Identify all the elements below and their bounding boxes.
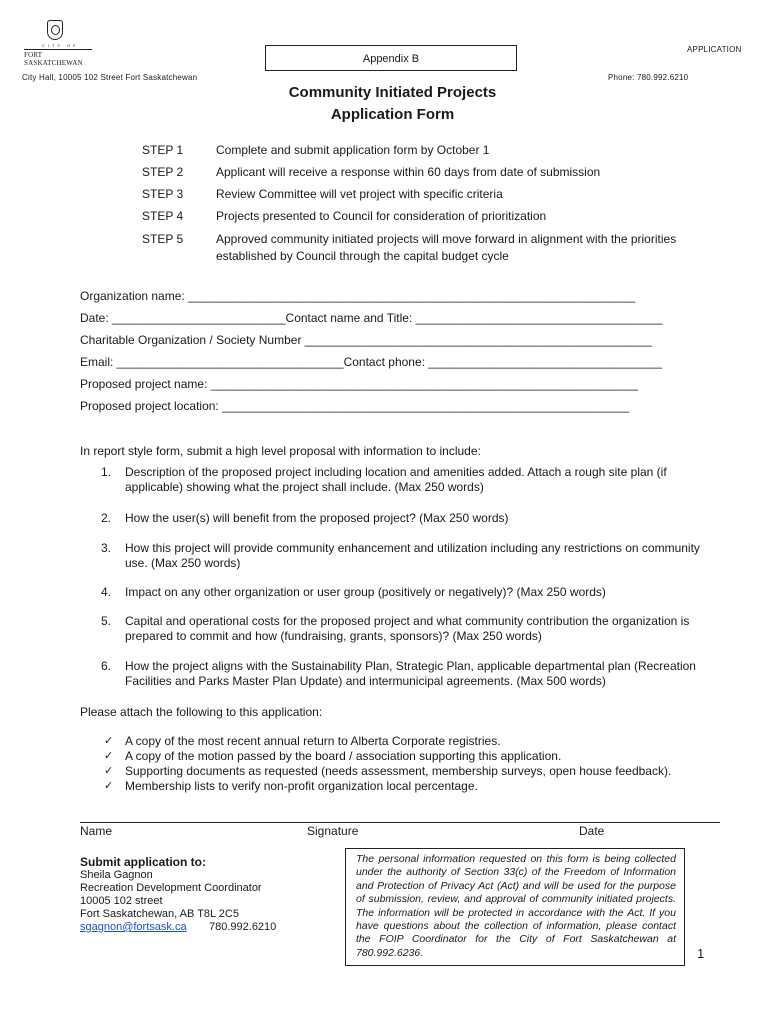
city-logo (22, 20, 92, 67)
organization-name-field[interactable]: Organization name: ___________________________________________________________________ (80, 289, 636, 303)
date-contact-field[interactable]: Date: __________________________Contact name and Title: _____________________________________ (80, 311, 663, 325)
step-text: Approved community initiated projects will move forward in alignment with the priorities established by Council through the capital budget cycle (216, 232, 677, 263)
question-number: 1. (101, 465, 112, 479)
step-text: Projects presented to Council for consideration of prioritization (216, 209, 547, 223)
email-phone-field[interactable]: Email: __________________________________Contact phone: ___________________________________ (80, 355, 662, 369)
step-label: STEP 1 (142, 143, 184, 157)
step-label: STEP 2 (142, 165, 184, 179)
intro-text: In report style form, submit a high level proposal with information to include: (80, 444, 481, 458)
attach-heading: Please attach the following to this application: (80, 705, 323, 719)
question-text: Description of the proposed project including location and amenities added. Attach a rough site plan (if applicable) showing what the project shall include. (Max 250 words) (125, 465, 667, 494)
step-text: Complete and submit application form by October 1 (216, 143, 490, 157)
attachment-item: Membership lists to verify non-profit organization local percentage. (125, 779, 478, 793)
question-number: 3. (101, 541, 112, 555)
checkmark-icon: ✓ (104, 765, 114, 777)
page-title: Community Initiated Projects (288, 84, 497, 101)
contact-street: 10005 102 street (80, 895, 163, 907)
project-name-field[interactable]: Proposed project name: ________________________________________________________________ (80, 377, 638, 391)
submit-heading: Submit application to: (80, 855, 206, 869)
question-number: 5. (101, 614, 112, 628)
question-text: How the user(s) will benefit from the proposed project? (Max 250 words) (125, 511, 509, 525)
question-text: Impact on any other organization or user group (positively or negatively)? (Max 250 words) (125, 585, 606, 599)
question-text: How this project will provide community enhancement and utilization including any restrictions on community use. (Max 250 words) (125, 541, 700, 570)
project-location-field[interactable]: Proposed project location: _____________________________________________________________ (80, 399, 630, 413)
charitable-number-field[interactable]: Charitable Organization / Society Number ____________________________________________________ (80, 333, 652, 347)
step-text: Applicant will receive a response within 60 days from date of submission (216, 165, 601, 179)
name-label: Name (80, 824, 113, 838)
question-number: 6. (101, 659, 112, 673)
attachment-item: A copy of the most recent annual return to Alberta Corporate registries. (125, 734, 501, 748)
step-label: STEP 3 (142, 187, 184, 201)
logo-small-text: CITY OF (42, 43, 79, 48)
checkmark-icon: ✓ (104, 780, 114, 792)
attachment-item: Supporting documents as requested (needs assessment, membership surveys, open house feedback). (125, 764, 672, 778)
page-subtitle: Application Form (330, 106, 455, 123)
logo-name-text: FORT SASKATCHEWAN (24, 49, 92, 67)
page-number: 1 (697, 946, 705, 961)
contact-email-link[interactable]: sgagnon@fortsask.ca (80, 921, 187, 933)
signature-line[interactable] (80, 822, 720, 823)
application-label: APPLICATION (687, 45, 742, 54)
attachment-item: A copy of the motion passed by the board / association supporting this application. (125, 749, 562, 763)
signature-label: Signature (307, 824, 359, 838)
step-label: STEP 5 (142, 232, 184, 246)
question-number: 4. (101, 585, 112, 599)
question-text: Capital and operational costs for the proposed project and what community contribution the organization is prepared to commit and how (fundraising, grants, sponsors)? (Max 250 words) (125, 614, 690, 643)
date-label: Date (579, 824, 605, 838)
header-phone: Phone: 780.992.6210 (608, 73, 689, 82)
checkmark-icon: ✓ (104, 750, 114, 762)
question-text: How the project aligns with the Sustainability Plan, Strategic Plan, applicable departmental plan (Recreation Facilities and Parks Master Plan Update) and intermunicipal agreements. (Max 500 words) (125, 659, 696, 688)
step-label: STEP 4 (142, 209, 184, 223)
privacy-notice-box (345, 848, 685, 966)
privacy-notice-text: The personal information requested on this form is being collected under the authority of Section 33(c) of the Freedom of Information and Protection of Privacy Act (Act) and will be used for the purpose of submission, review, and approval of community initiated projects. The information will be protected in accordance with the Act. If you have questions about the collection of information, please contact the FOIP Coordinator for the City of Fort Saskatchewan at 780.992.6236. (356, 853, 676, 959)
step-text: Review Committee will vet project with specific criteria (216, 187, 503, 201)
city-hall-address: City Hall, 10005 102 Street Fort Saskatchewan (22, 73, 198, 82)
contact-name: Sheila Gagnon (80, 869, 153, 881)
question-number: 2. (101, 511, 112, 525)
contact-phone: 780.992.6210 (209, 921, 277, 933)
checkmark-icon: ✓ (104, 735, 114, 747)
contact-role: Recreation Development Coordinator (80, 882, 262, 894)
contact-city: Fort Saskatchewan, AB T8L 2C5 (80, 908, 239, 920)
appendix-box: Appendix B (265, 45, 517, 71)
crest-icon (47, 20, 63, 40)
